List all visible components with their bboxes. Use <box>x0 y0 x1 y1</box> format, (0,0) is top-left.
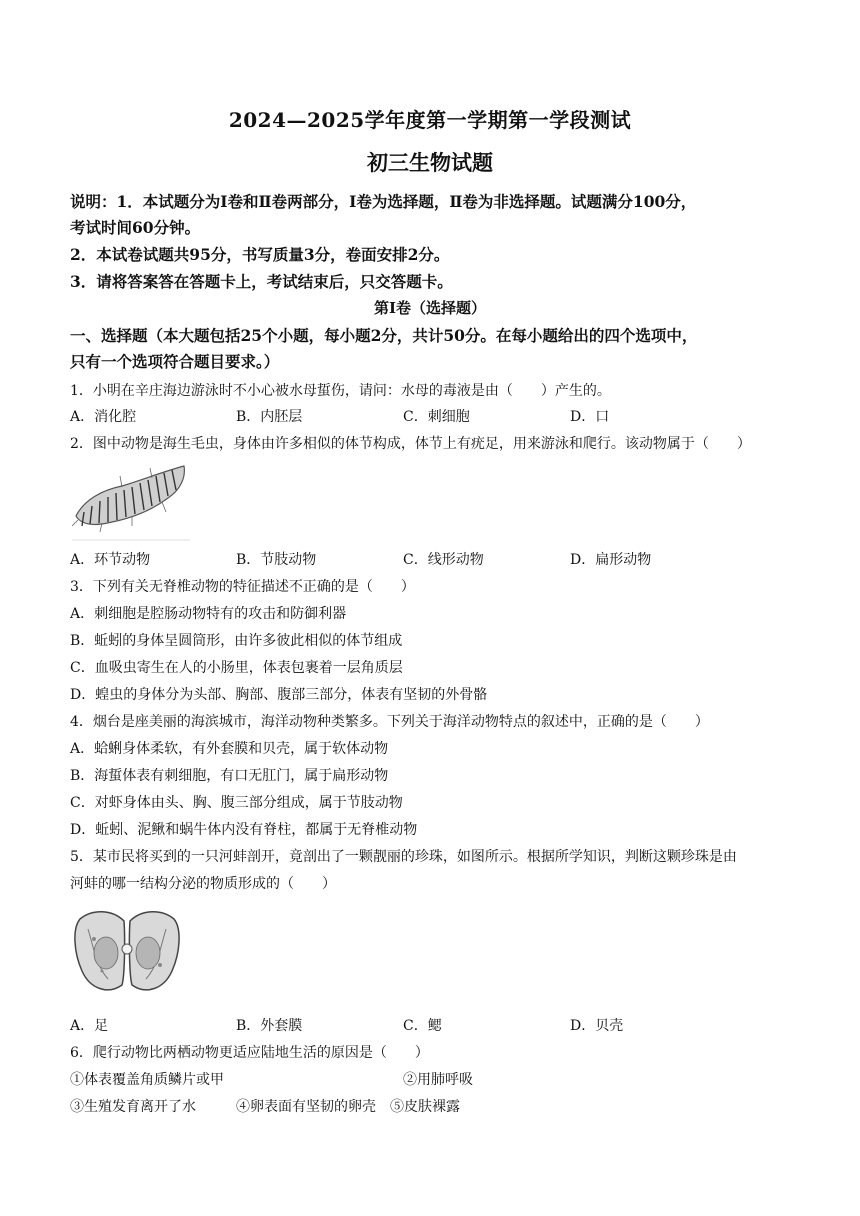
section-title: 第Ⅰ卷（选择题） <box>373 299 487 317</box>
note-line-1: 说明：1．本试题分为Ⅰ卷和Ⅱ卷两部分，Ⅰ卷为选择题，Ⅱ卷为非选择题。试题满分100分， <box>70 192 697 211</box>
question-4-option-d: D．蚯蚓、泥鳅和蜗牛体内没有脊柱，都属于无脊椎动物 <box>70 822 418 838</box>
question-6-item-2: ②用肺呼吸 <box>403 1072 473 1088</box>
question-2-option-a: A．环节动物 <box>70 552 151 568</box>
question-1-option-b: B．内胚层 <box>236 409 303 425</box>
question-4-option-a: A．蛤蜊身体柔软，有外套膜和贝壳，属于软体动物 <box>70 741 389 757</box>
question-3-text: 3．下列有关无脊椎动物的特征描述不正确的是（ ） <box>70 579 415 595</box>
question-5-option-c: C．鳃 <box>403 1018 442 1034</box>
question-2-option-d: D．扁形动物 <box>570 552 652 568</box>
question-2-option-b: B．节肢动物 <box>236 552 317 568</box>
question-4-option-b: B．海蜇体表有刺细胞，有口无肛门，属于扁形动物 <box>70 768 389 784</box>
question-1-option-d: D．口 <box>570 409 610 425</box>
question-5-text-continued: 河蚌的哪一结构分泌的物质形成的（ ） <box>70 876 336 892</box>
sea-worm-figure <box>72 460 190 542</box>
question-3-option-d: D．蝗虫的身体分为头部、胸部、腹部三部分，体表有坚韧的外骨骼 <box>70 687 488 703</box>
question-1-option-c: C．刺细胞 <box>403 409 470 425</box>
question-6-item-1: ①体表覆盖角质鳞片或甲 <box>70 1072 224 1088</box>
question-5-option-a: A．足 <box>70 1018 109 1034</box>
section-instruction-2: 只有一个选项符合题目要求。） <box>70 352 280 371</box>
section-instruction-1: 一、选择题（本大题包括25个小题，每小题2分，共计50分。在每小题给出的四个选项中， <box>70 326 698 345</box>
exam-subtitle: 初三生物试题 <box>367 150 493 175</box>
question-6-item-5: ⑤皮肤裸露 <box>390 1099 460 1115</box>
question-6-text: 6．爬行动物比两栖动物更适应陆地生活的原因是（ ） <box>70 1045 429 1061</box>
question-6-item-3: ③生殖发育离开了水 <box>70 1099 196 1115</box>
question-5-option-d: D．贝壳 <box>570 1018 624 1034</box>
question-2-text: 2．图中动物是海生毛虫，身体由许多相似的体节构成，体节上有疣足，用来游泳和爬行。该动物属于（ ） <box>70 436 751 452</box>
note-line-2: 2．本试卷试题共95分，书写质量3分，卷面安排2分。 <box>70 245 450 264</box>
mussel-pearl-figure <box>72 905 182 1000</box>
question-3-option-c: C．血吸虫寄生在人的小肠里，体表包裹着一层角质层 <box>70 660 403 676</box>
question-4-option-c: C．对虾身体由头、胸、腹三部分组成，属于节肢动物 <box>70 795 403 811</box>
exam-title: 2024—2025学年度第一学期第一学段测试 <box>228 108 632 132</box>
note-line-3: 3．请将答案答在答题卡上，考试结束后，只交答题卡。 <box>70 272 453 291</box>
question-2-option-c: C．线形动物 <box>403 552 484 568</box>
question-6-item-4: ④卵表面有坚韧的卵壳 <box>236 1099 376 1115</box>
question-3-option-a: A．刺细胞是腔肠动物特有的攻击和防御利器 <box>70 606 347 622</box>
question-5-option-b: B．外套膜 <box>236 1018 303 1034</box>
question-1-option-a: A．消化腔 <box>70 409 137 425</box>
question-1-text: 1．小明在辛庄海边游泳时不小心被水母蜇伤，请问：水母的毒液是由（ ）产生的。 <box>70 383 611 399</box>
question-5-text: 5．某市民将买到的一只河蚌剖开，竟剖出了一颗靓丽的珍珠，如图所示。根据所学知识，判断这颗珍珠是由 <box>70 849 737 865</box>
question-3-option-b: B．蚯蚓的身体呈圆筒形，由许多彼此相似的体节组成 <box>70 633 403 649</box>
question-4-text: 4．烟台是座美丽的海滨城市，海洋动物种类繁多。下列关于海洋动物特点的叙述中，正确的是（ ） <box>70 714 709 730</box>
note-line-1b: 考试时间60分钟。 <box>70 218 201 237</box>
